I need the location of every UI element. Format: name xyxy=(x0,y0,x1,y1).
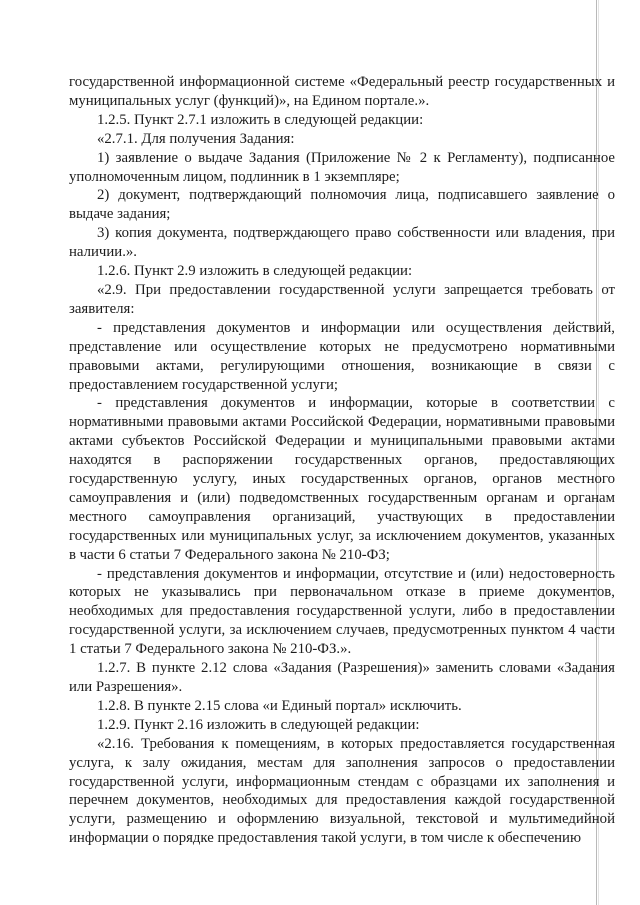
paragraph-clause-2-16: «2.16. Требования к помещениям, в которых предоставляется государственная услуга, к залу ожидания, местам для заполнения запросов о предоставлении государственной услуги, информационным стендам с образцами их заполнения и перечнем документов, необходимых для предоставления каждой государственной услуги, размещению и оформлению визуальной, текстовой и мультимедийной информации о порядке предоставления такой услуги, в том числе к обеспечению xyxy=(69,735,615,847)
paragraph-dash-item-3: - представления документов и информации, отсутствие и (или) недостоверность которых не указывались при первоначальном отказе в приеме документов, необходимых для предоставления государственной услуги, либо в предоставлении государственной услуги, за исключением случаев, предусмотренных пунктом 4 части 1 статьи 7 Федерального закона № 210-ФЗ.». xyxy=(69,565,615,658)
paragraph-list-item-1: 1) заявление о выдаче Задания (Приложение № 2 к Регламенту), подписанное уполномоченным лицом, подлинник в 1 экземпляре; xyxy=(69,149,615,185)
paragraph-clause-2-7-1: «2.7.1. Для получения Задания: xyxy=(97,130,295,147)
paragraph-item-1-2-6: 1.2.6. Пункт 2.9 изложить в следующей редакции: xyxy=(97,263,413,280)
paragraph-item-1-2-9: 1.2.9. Пункт 2.16 изложить в следующей редакции: xyxy=(97,716,420,733)
paragraph-item-1-2-5: 1.2.5. Пункт 2.7.1 изложить в следующей редакции: xyxy=(97,111,424,128)
paragraph-list-item-3: 3) копия документа, подтверждающего право собственности или владения, при наличии.». xyxy=(69,225,615,261)
paragraph-clause-2-9: «2.9. При предоставлении государственной услуги запрещается требовать от заявителя: xyxy=(69,281,615,317)
paragraph-continuation: государственной информационной системе «Федеральный реестр государственных и муниципальных услуг (функций)», на Едином портале.». xyxy=(69,74,615,109)
paragraph-item-1-2-7: 1.2.7. В пункте 2.12 слова «Задания (Разрешения)» заменить словами «Задания или Разрешения». xyxy=(69,660,615,695)
paragraph-dash-item-1: - представления документов и информации или осуществления действий, представление или осуществление которых не предусмотрено нормативными правовыми актами, регулирующими отношения, возникающие в связи с предоставлением государственной услуги; xyxy=(69,319,615,393)
paragraph-dash-item-2: - представления документов и информации, которые в соответствии с нормативными правовыми актами Российской Федерации, нормативными правовыми актами субъектов Российской Федерации и муниципальными правовыми актами находятся в распоряжении государственных органов, предоставляющих государственную услугу, иных государственных органов, органов местного самоуправления и (или) подведомственных государственным органам и органам местного самоуправления организаций, участвующих в предоставлении государственных или муниципальных услуг, за исключением документов, указанных в части 6 статьи 7 Федерального закона № 210-ФЗ; xyxy=(69,395,615,563)
paragraph-list-item-2: 2) документ, подтверждающий полномочия лица, подписавшего заявление о выдаче задания; xyxy=(69,187,615,223)
paragraph-item-1-2-8: 1.2.8. В пункте 2.15 слова «и Единый портал» исключить. xyxy=(97,697,462,714)
document-body xyxy=(69,73,615,848)
